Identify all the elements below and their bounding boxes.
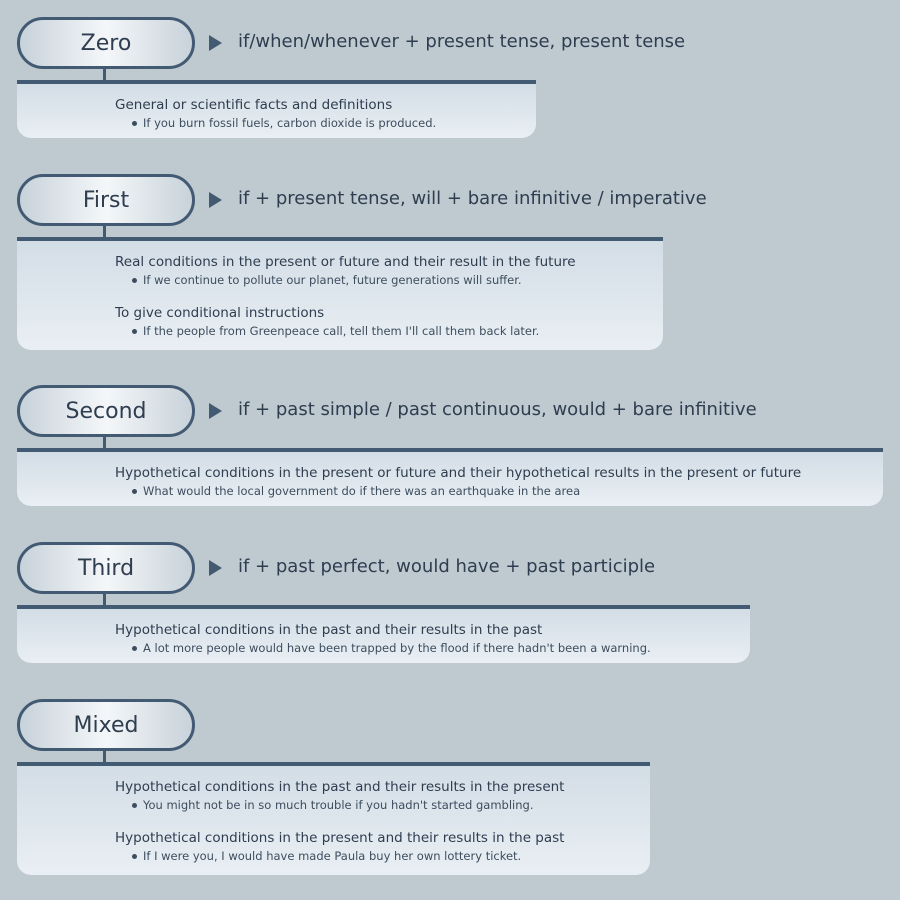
usage-example: A lot more people would have been trapped by the flood if there hadn't been a warning. <box>115 639 750 657</box>
usage-panel <box>17 80 536 138</box>
usage-item <box>115 253 663 289</box>
usage-title: To give conditional instructions <box>115 305 325 321</box>
arrow-right-icon <box>209 560 222 576</box>
conditional-name: Second <box>17 385 195 437</box>
arrow-right-icon <box>209 192 222 208</box>
conditional-name: Zero <box>17 17 195 69</box>
usage-item <box>115 96 536 132</box>
usage-item <box>115 464 883 500</box>
usage-item <box>115 778 650 814</box>
usage-example: If I were you, I would have made Paula buy her own lottery ticket. <box>115 847 650 865</box>
conditional-formula: if + past perfect, would have + past participle <box>238 556 656 577</box>
usage-panel <box>17 762 650 875</box>
conditional-name: Mixed <box>17 699 195 751</box>
usage-item <box>115 829 650 865</box>
usage-title: Hypothetical conditions in the past and their results in the present <box>115 779 565 795</box>
usage-title: Real conditions in the present or future and their result in the future <box>115 254 576 270</box>
usage-title: Hypothetical conditions in the present or future and their hypothetical results in the present or future <box>115 465 802 481</box>
usage-panel <box>17 237 663 350</box>
usage-panel <box>17 448 883 506</box>
usage-panel <box>17 605 750 663</box>
usage-item <box>115 621 750 657</box>
usage-example: If the people from Greenpeace call, tell them I'll call them back later. <box>115 322 663 340</box>
usage-title: General or scientific facts and definitions <box>115 97 393 113</box>
usage-example: What would the local government do if there was an earthquake in the area <box>115 482 883 500</box>
arrow-right-icon <box>209 403 222 419</box>
conditional-name: First <box>17 174 195 226</box>
usage-title: Hypothetical conditions in the present and their results in the past <box>115 830 565 846</box>
usage-example: If you burn fossil fuels, carbon dioxide is produced. <box>115 114 536 132</box>
conditional-formula: if + present tense, will + bare infinitive / imperative <box>238 188 707 209</box>
arrow-right-icon <box>209 35 222 51</box>
usage-title: Hypothetical conditions in the past and their results in the past <box>115 622 543 638</box>
conditional-formula: if/when/whenever + present tense, present tense <box>238 31 686 52</box>
conditional-name: Third <box>17 542 195 594</box>
usage-example: If we continue to pollute our planet, future generations will suffer. <box>115 271 663 289</box>
usage-example: You might not be in so much trouble if you hadn't started gambling. <box>115 796 650 814</box>
usage-item <box>115 304 663 340</box>
conditional-formula: if + past simple / past continuous, would + bare infinitive <box>238 399 757 420</box>
